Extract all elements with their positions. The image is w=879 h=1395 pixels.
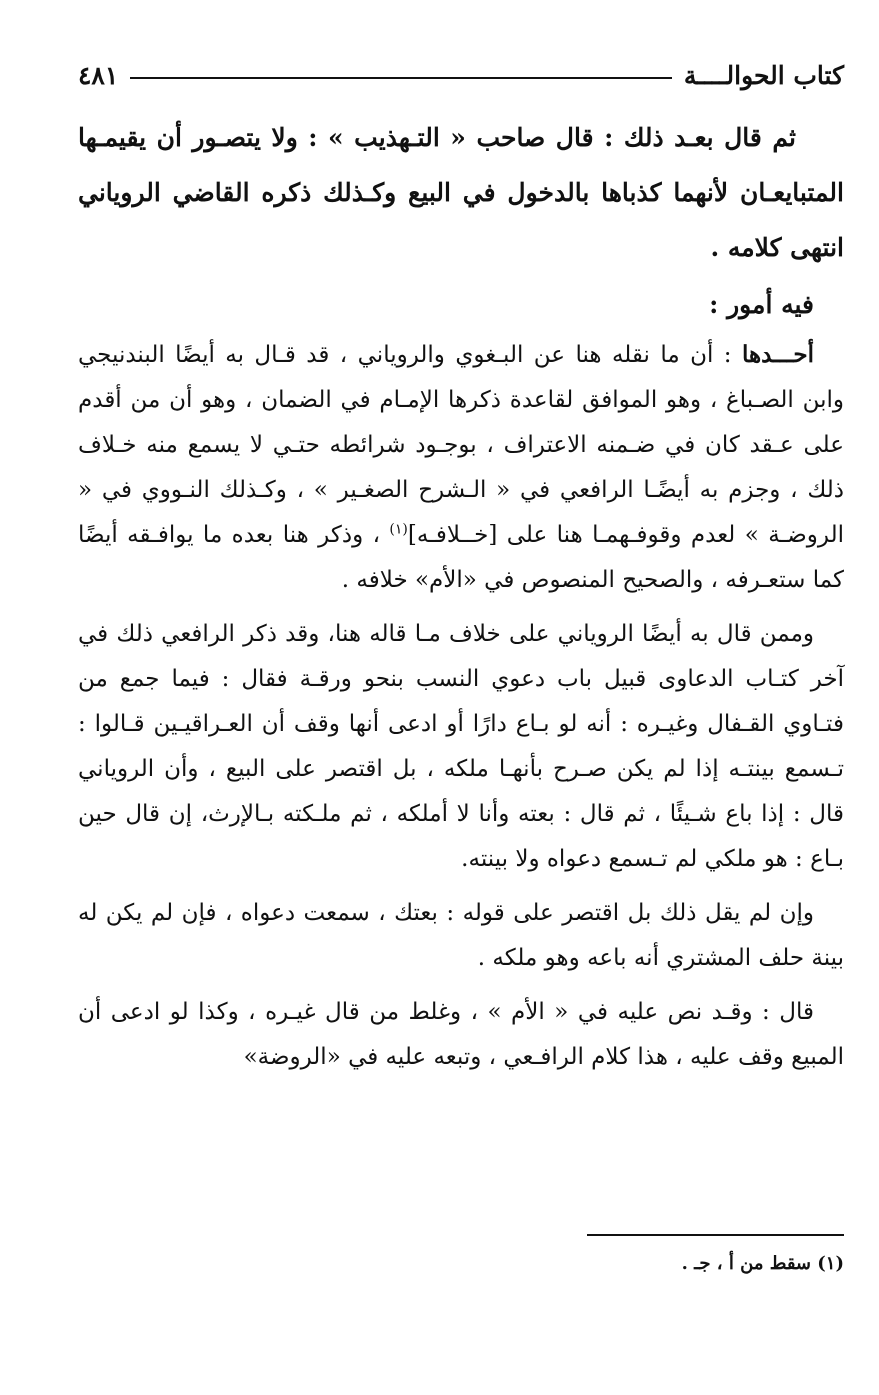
footnote-separator: [587, 1234, 844, 1236]
footnote: (١) سقط من أ ، جـ .: [681, 1253, 844, 1274]
chapter-title: كتاب الحوالــــة: [683, 60, 844, 90]
paragraph-text: : أن ما نقله هنا عن البـغوي والروياني ، قد قـال به أيضًا البندنيجي وابن الصـباغ ، وهو الموافق لقاعدة ذكرها الإمـام في الضمان ، وهو أن من أقدم على عـقد كان في ضـمنه الاعتراف ، بوجـود شرائطه حتـي لا يسمع منه خـلاف ذلك ، وجزم به أيضًـا الرافعي في « الـشرح الصغـير » ، وكـذلك النـووي في « الروضـة » لعدم وقوفـهمـا هنا على [خــلافـه]: [78, 342, 844, 548]
intro-text: ثم قال بعـد ذلك : قال صاحب « التـهذيب » : ولا يتصـور أن يقيمـها المتبايعـان لأنهما كذباها بالدخول في البيع وكـذلك ذكره القاضي الروياني انتهى كلامه .: [78, 123, 844, 262]
book-page: [78, 52, 844, 1274]
intro-passage: [78, 110, 844, 275]
issues-heading: فيه أمور :: [709, 290, 814, 319]
running-header: [78, 52, 844, 98]
footnote-reference: (١): [389, 521, 408, 538]
paragraph-tail: ، وذكر هنا بعده ما يوافـقه أيضًا كما ستعـرفه ، والصحيح المنصوص في «الأم» خلافه .: [78, 522, 844, 593]
paragraph-first-issue: [78, 332, 844, 603]
paragraph: قال : وقـد نص عليه في « الأم » ، وغلط من قال غيـره ، وكذا لو ادعى أن المبيع وقف عليه ، هذا كلام الرافـعي ، وتبعه عليه في «الروضة»: [78, 999, 844, 1070]
paragraph: وإن لم يقل ذلك بل اقتصر على قوله : بعتك ، سمعت دعواه ، فإن لم يكن له بينة حلف المشتري أنه باعه وهو ملكه .: [78, 900, 844, 971]
paragraph-lead: أحـــدها: [741, 341, 814, 368]
paragraph: وممن قال به أيضًا الروياني على خلاف مـا قاله هنا، وقد ذكر الرافعي ذلك في آخر كتـاب الدعاوى قبيل باب دعوي النسب بنحو ورقـة فقال : فيما جمع من فتـاوي القـفال وغيـره : أنه لو بـاع دارًا أو ادعى أنها وقف أن العـراقيـين قـالوا : تـسمع بينتـه إذا لم يكن صـرح بأنهـا ملكه ، بل اقتصر على البيع ، وأن الروياني قال : إذا باع شـيئًا ، ثم قال : بعته وأنا لا أملكه ، ثم ملـكته بـالإرث، إن قال حين بـاع : هو ملكي لم تـسمع دعواه ولا بينته.: [78, 621, 844, 872]
body-text: [78, 332, 844, 1080]
page-number: ٤٨١: [78, 60, 119, 90]
header-rule: [130, 77, 672, 79]
